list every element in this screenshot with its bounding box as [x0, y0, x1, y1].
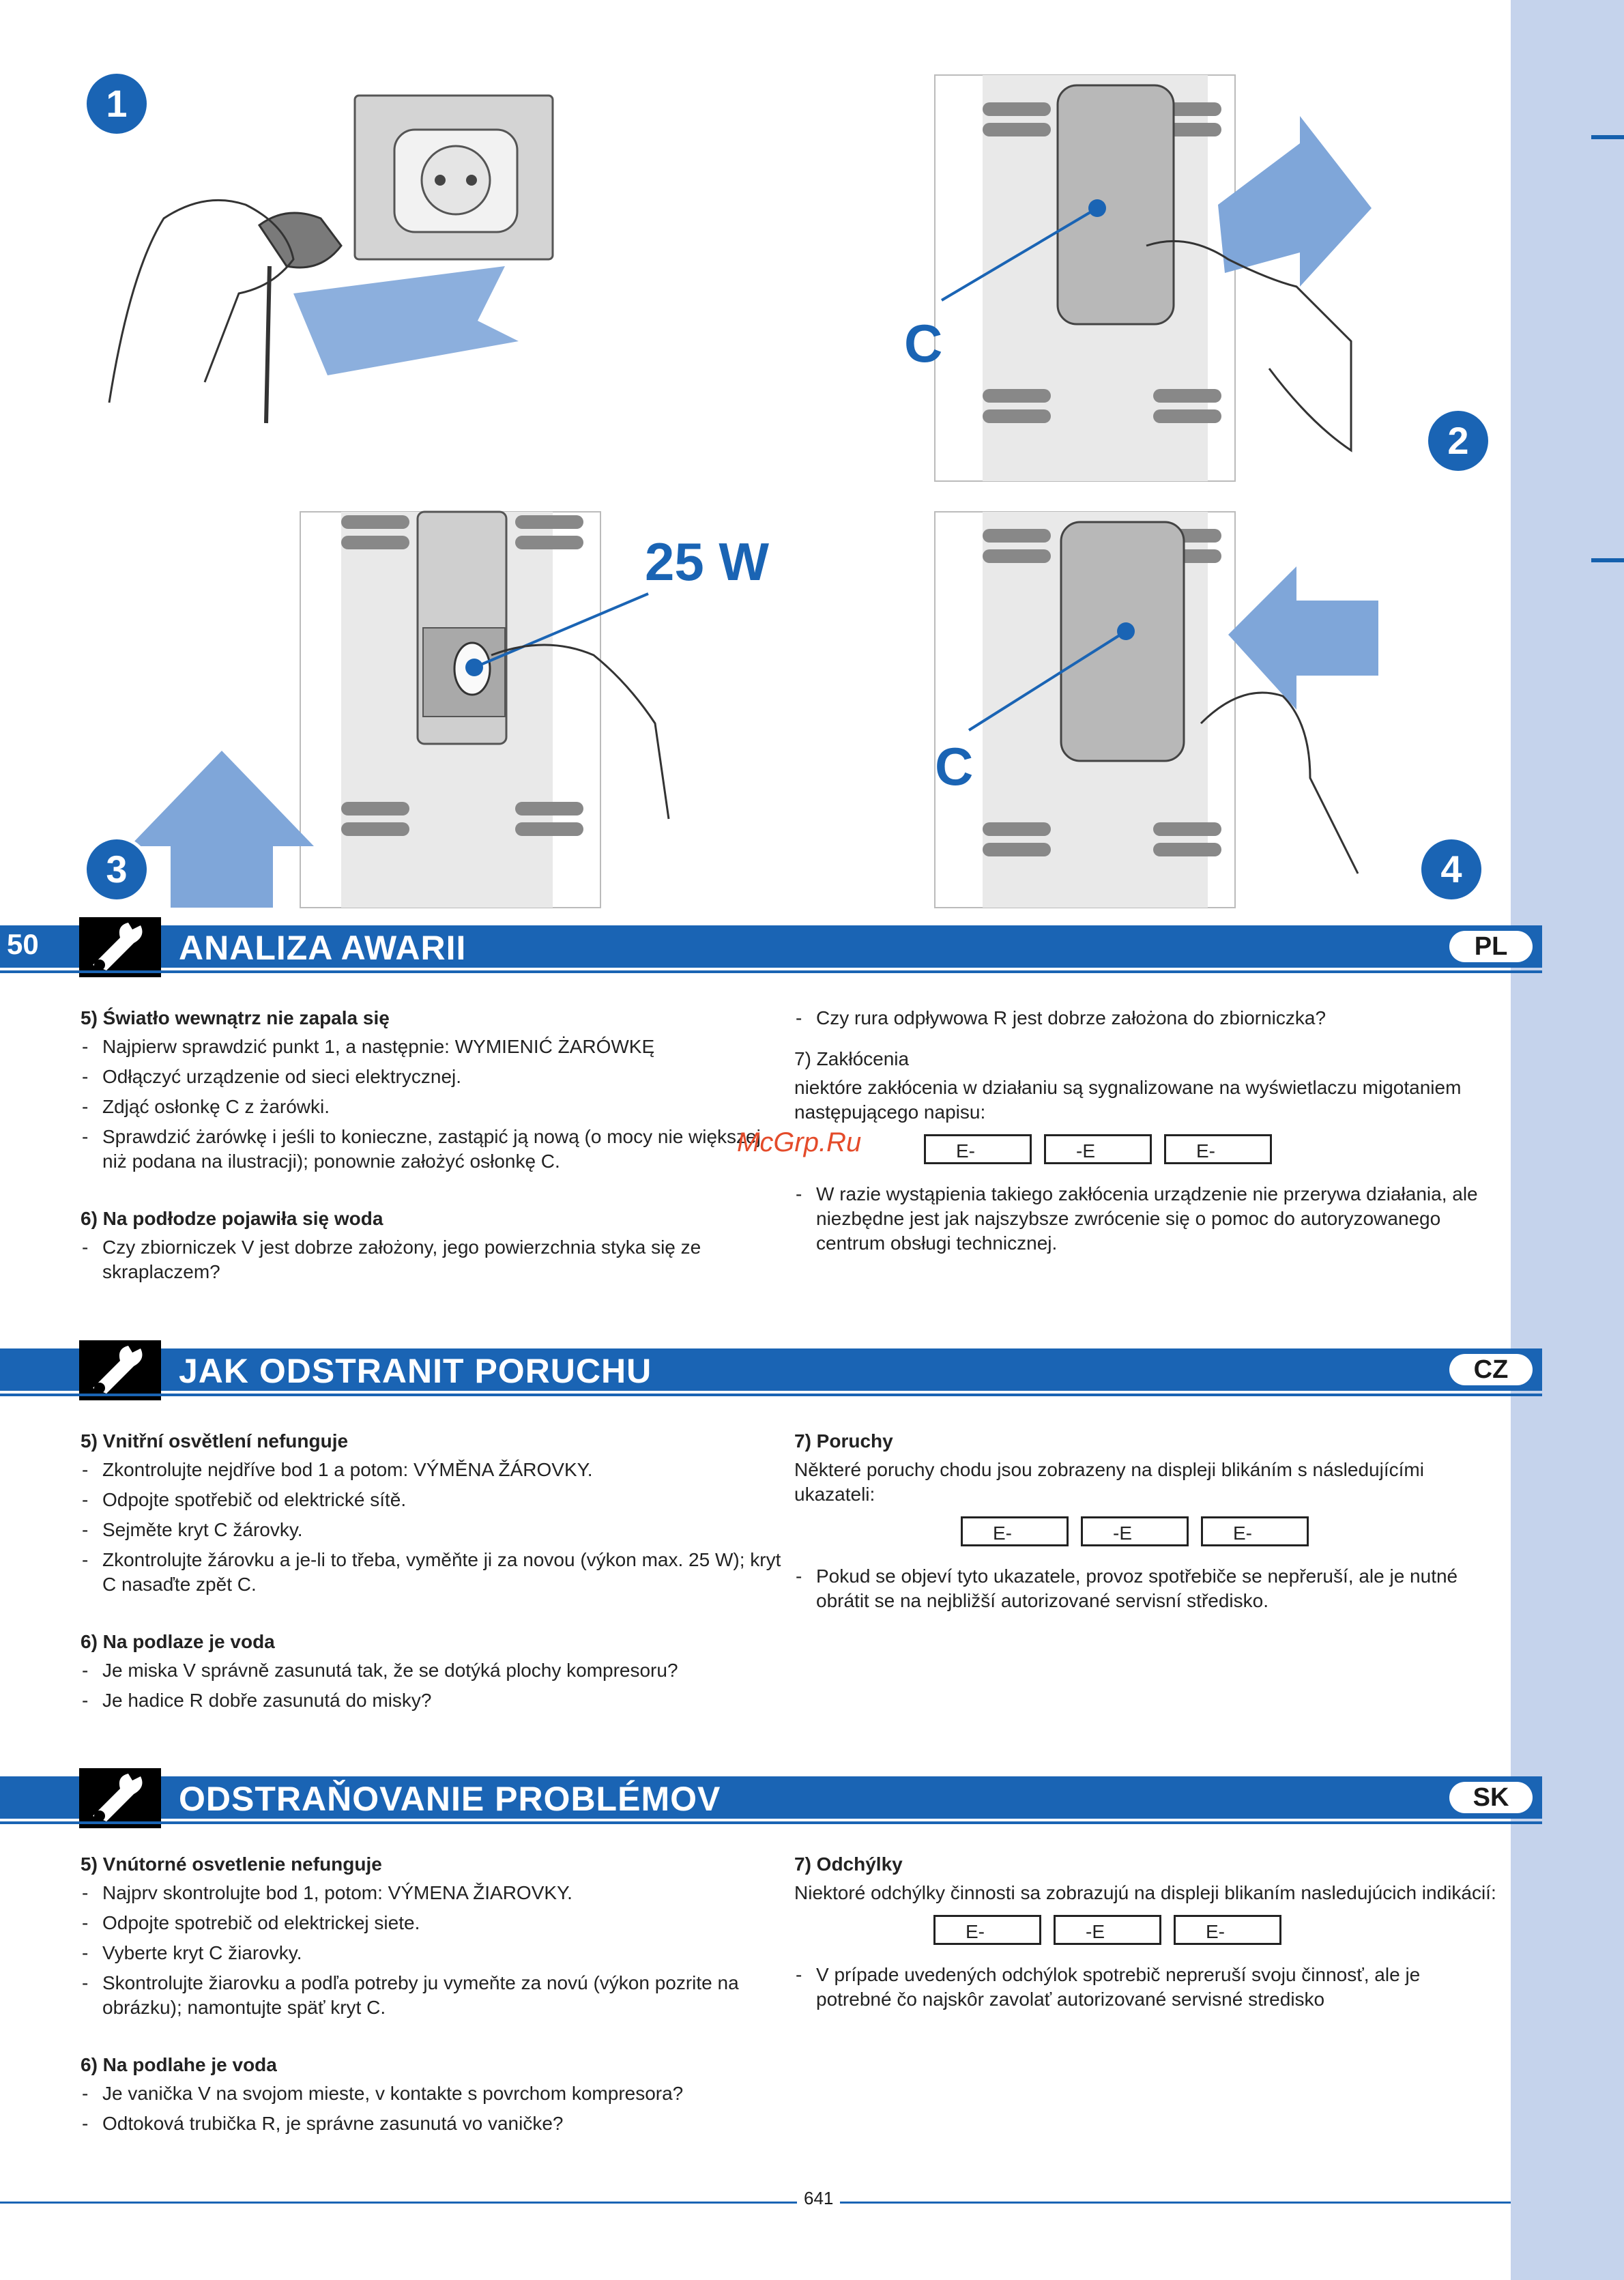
unplug-illustration [109, 96, 553, 423]
repair-icon [79, 917, 161, 977]
subsection-title: 6) Na podlahe je voda [81, 2054, 277, 2075]
list-item: - Sejměte kryt C žárovky. [81, 1518, 783, 1542]
refit-cover-illustration [935, 512, 1378, 908]
subsection-title: 6) Na podlaze je voda [81, 1631, 275, 1652]
error-code-row [924, 1134, 1497, 1164]
error-code: E- [1174, 1915, 1281, 1945]
list-item: - Je miska V správně zasunutá tak, že se dotýká plochy kompresoru? [81, 1658, 783, 1683]
cover-label-c: C [935, 736, 974, 796]
page-number: 50 [7, 928, 39, 960]
pl-right-column [794, 1006, 1497, 1261]
paragraph: Niektoré odchýlky činnosti sa zobrazujú na displeji blikaním nasledujúcich indikácií: [794, 1882, 1496, 1903]
list-item: - Odtoková trubička R, je správne zasunutá vo vaničke? [81, 2111, 783, 2136]
error-code: -E [1044, 1134, 1152, 1164]
watermark: McGrp.Ru [737, 1127, 862, 1157]
error-code: E- [933, 1915, 1041, 1945]
pl-left-column [81, 1006, 783, 1290]
sk-left-column [81, 1852, 783, 2141]
subsection-title: 5) Światło wewnątrz nie zapala się [81, 1007, 390, 1028]
side-tab-strip [1511, 0, 1624, 2280]
list-item: - Vyberte kryt C žiarovky. [81, 1941, 783, 1965]
side-tab-marker [1591, 135, 1624, 139]
side-tab-marker [1591, 558, 1624, 562]
divider [0, 1821, 1542, 1824]
list-item: - Sprawdzić żarówkę i jeśli to konieczne, zastąpić ją nową (o mocy nie większej niż podana na ilustracji); ponownie założyć osłonkę C. [81, 1125, 783, 1174]
step-number: 1 [83, 70, 150, 137]
step-number: 3 [83, 836, 150, 903]
error-code: E- [961, 1516, 1069, 1546]
section-header-sk [0, 1776, 1542, 1819]
cz-left-column [81, 1429, 783, 1718]
cover-label-c: C [904, 313, 943, 373]
section-header-cz [0, 1348, 1542, 1391]
paragraph: Některé poruchy chodu jsou zobrazeny na displeji blikáním s následujícími ukazateli: [794, 1459, 1424, 1505]
list-item: - Odpojte spotrebič od elektrickej siete. [81, 1911, 783, 1935]
list-item: - Najprv skontrolujte bod 1, potom: VÝMENA ŽIAROVKY. [81, 1881, 783, 1905]
list-item: - Zkontrolujte žárovku a je-li to třeba, vyměňte ji za novou (výkon max. 25 W); kryt C nasaďte zpět C. [81, 1548, 783, 1597]
section-title: ODSTRAŇOVANIE PROBLÉMOV [179, 1780, 721, 1818]
list-item: - Pokud se objeví tyto ukazatele, provoz spotřebiče se nepřeruší, ale je nutné obrátit se na nejbližší autorizované servisní středisko. [794, 1564, 1497, 1613]
repair-icon [79, 1340, 161, 1400]
divider [0, 1394, 1542, 1396]
remove-cover-illustration [935, 75, 1372, 481]
illustration-panel [0, 0, 1511, 914]
list-item: - Zkontrolujte nejdříve bod 1 a potom: VÝMĚNA ŽÁROVKY. [81, 1458, 783, 1482]
step-number: 4 [1418, 836, 1485, 903]
error-code-row [933, 1915, 1497, 1945]
list-item: - Skontrolujte žiarovku a podľa potreby ju vymeňte za novú (výkon pozrite na obrázku); namontujte späť kryt C. [81, 1971, 783, 2020]
list-item: - Czy zbiorniczek V jest dobrze założony, jego powierzchnia styka się ze skraplaczem? [81, 1235, 783, 1284]
subsection-title: 6) Na podłodze pojawiła się woda [81, 1208, 383, 1229]
paragraph: niektóre zakłócenia w działaniu są sygnalizowane na wyświetlaczu migotaniem następującego napisu: [794, 1077, 1462, 1123]
language-badge: PL [1449, 931, 1533, 962]
footer-page-number: 641 [797, 2188, 840, 2209]
error-code: -E [1054, 1915, 1161, 1945]
error-code: -E [1081, 1516, 1189, 1546]
section-title: JAK ODSTRANIT PORUCHU [179, 1352, 652, 1390]
footer-rule [0, 2202, 1511, 2204]
list-item: - Najpierw sprawdzić punkt 1, a następnie: WYMIENIĆ ŻARÓWKĘ [81, 1035, 783, 1059]
list-item: - Odpojte spotřebič od elektrické sítě. [81, 1488, 783, 1512]
subsection-title: 5) Vnútorné osvetlenie nefunguje [81, 1853, 382, 1875]
list-item: - Czy rura odpływowa R jest dobrze założona do zbiorniczka? [794, 1006, 1497, 1030]
cz-right-column [794, 1429, 1497, 1619]
subsection-title: 7) Zakłócenia [794, 1048, 910, 1069]
list-item: - Je hadice R dobře zasunutá do misky? [81, 1688, 783, 1713]
section-header-pl [0, 925, 1542, 968]
repair-icon [79, 1768, 161, 1828]
divider [0, 970, 1542, 973]
error-code-row [961, 1516, 1497, 1546]
list-item: - Zdjąć osłonkę C z żarówki. [81, 1095, 783, 1119]
language-badge: CZ [1449, 1354, 1533, 1385]
section-title: ANALIZA AWARII [179, 929, 467, 967]
sk-right-column [794, 1852, 1497, 2017]
list-item: - Je vanička V na svojom mieste, v kontakte s povrchom kompresora? [81, 2081, 783, 2106]
step-number: 2 [1425, 407, 1492, 474]
subsection-title: 5) Vnitřní osvětlení nefunguje [81, 1430, 349, 1452]
language-badge: SK [1449, 1782, 1533, 1813]
replace-bulb-illustration [130, 512, 669, 908]
subsection-title: 7) Odchýlky [794, 1853, 903, 1875]
bulb-power-label: 25 W [645, 532, 770, 592]
list-item: - W razie wystąpienia takiego zakłócenia urządzenie nie przerywa działania, ale niezbędne jest jak najszybsze zwrócenie się o pomoc do autoryzowanego centrum obsługi technicznej. [794, 1182, 1497, 1256]
list-item: - Odłączyć urządzenie od sieci elektrycznej. [81, 1065, 783, 1089]
error-code: E- [924, 1134, 1032, 1164]
error-code: E- [1164, 1134, 1272, 1164]
list-item: - V prípade uvedených odchýlok spotrebič nepreruší svoju činnosť, ale je potrebné čo najskôr zavolať autorizované servisné stredisko [794, 1963, 1497, 2012]
subsection-title: 7) Poruchy [794, 1430, 893, 1452]
error-code: E- [1201, 1516, 1309, 1546]
